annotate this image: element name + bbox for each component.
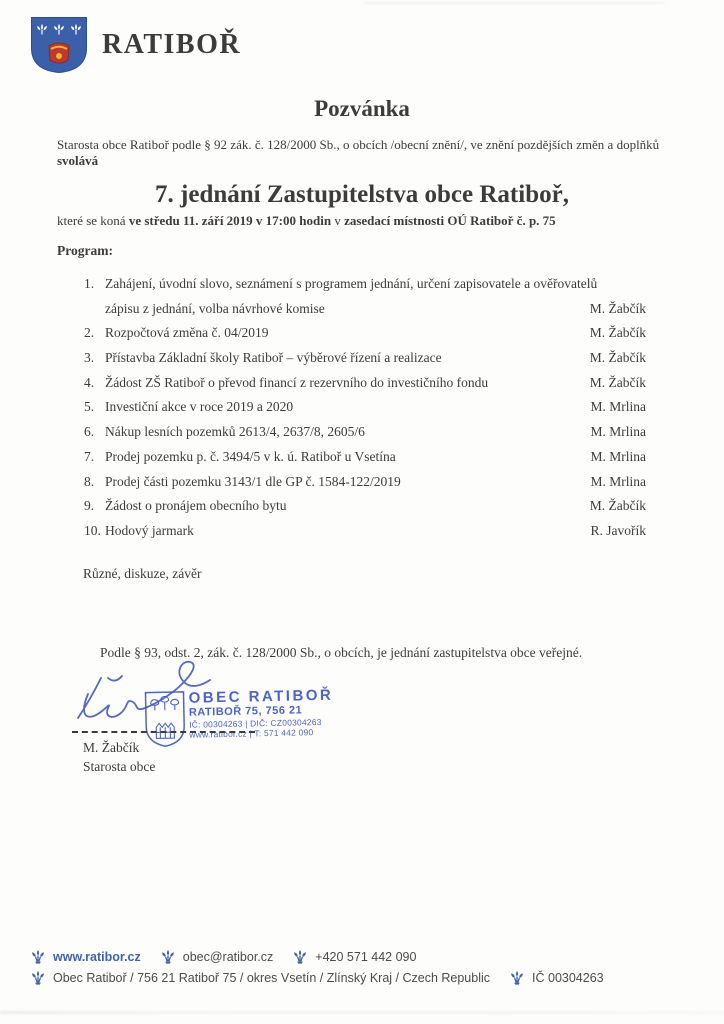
program-row-6 xyxy=(84,420,646,445)
program-number: 5. xyxy=(84,399,95,415)
signature-line xyxy=(72,731,255,733)
stamp-contact: www.ratibor.cz | T: 571 442 090 xyxy=(189,727,314,740)
program-text: Prodej pozemku p. č. 3494/5 v k. ú. Ratiboř u Vsetína xyxy=(105,448,396,464)
program-text: Žádost o pronájem obecního bytu xyxy=(105,498,287,514)
program-presenter: M. Mrlina xyxy=(590,473,646,489)
program-presenter: M. Mrlina xyxy=(590,399,646,415)
tulip-icon xyxy=(30,949,46,965)
program-row-8 xyxy=(84,470,646,495)
program-presenter: M. Mrlina xyxy=(590,448,646,464)
program-number: 4. xyxy=(84,374,95,390)
meeting-place: zasedací místnosti OÚ Ratiboř č. p. 75 xyxy=(344,213,556,228)
official-stamp xyxy=(141,681,402,750)
program-row-4 xyxy=(84,371,646,396)
meeting-when-prefix: které se koná xyxy=(57,213,129,228)
tulip-icon xyxy=(30,970,46,986)
footer-address-row xyxy=(30,967,604,988)
footer xyxy=(30,946,604,988)
program-presenter: M. Žabčík xyxy=(589,325,646,341)
signatory-block xyxy=(83,739,155,776)
program-text: Rozpočtová změna č. 04/2019 xyxy=(105,325,269,341)
footer-phone: +420 571 442 090 xyxy=(315,949,417,964)
stamp-org-name: OBEC RATIBOŘ xyxy=(188,686,334,707)
program-text: Přístavba Základní školy Ratiboř – výběrové řízení a realizace xyxy=(105,350,442,366)
program-row-7 xyxy=(84,445,646,470)
program-text: Zahájení, úvodní slovo, seznámení s programem jednání, určení zapisovatele a ověřovatelů xyxy=(105,276,598,291)
meeting-datetime: ve středu 11. září 2019 v 17:00 hodin xyxy=(128,213,332,228)
program-row-3 xyxy=(84,346,646,371)
intro-paragraph xyxy=(57,137,671,168)
program-text: Prodej části pozemku 3143/1 dle GP č. 1584-122/2019 xyxy=(105,473,401,489)
tulip-icon xyxy=(509,970,525,986)
program-presenter: M. Žabčík xyxy=(589,300,646,316)
footer-website: www.ratibor.cz xyxy=(53,949,141,964)
program-row-1a xyxy=(84,272,646,297)
tulip-icon xyxy=(160,949,176,965)
footer-email: obec@ratibor.cz xyxy=(182,949,274,964)
footer-address: Obec Ratiboř / 756 21 Ratiboř 75 / okres Vsetín / Zlínský Kraj / Czech Republic xyxy=(53,970,491,985)
program-number: 10. xyxy=(84,522,101,538)
logo-wordmark: RATIBOŘ xyxy=(102,29,242,60)
municipality-coat-of-arms-icon xyxy=(30,16,88,74)
program-number: 9. xyxy=(84,498,95,514)
meeting-heading: 7. jednání Zastupitelstva obce Ratiboř, xyxy=(155,181,569,208)
program-number: 1. xyxy=(84,276,95,291)
scan-artifact xyxy=(364,2,664,4)
intro-bold-svolava: svolává xyxy=(57,152,99,168)
program-row-5 xyxy=(84,395,646,420)
program-number: 7. xyxy=(84,448,95,464)
program-presenter: M. Žabčík xyxy=(589,498,646,514)
closing-text: Různé, diskuze, závěr xyxy=(83,566,202,581)
program-presenter: M. Mrlina xyxy=(590,424,646,440)
stamp-ids: IČ: 00304263 | DIČ: CZ00304263 xyxy=(189,716,322,730)
tulip-icon xyxy=(292,949,308,965)
program-text: Investiční akce v roce 2019 a 2020 xyxy=(105,399,294,415)
program-label: Program: xyxy=(57,243,113,258)
scan-artifact xyxy=(0,1011,724,1014)
program-number: 3. xyxy=(84,350,95,366)
program-text: Nákup lesních pozemků 2613/4, 2637/8, 2605/6 xyxy=(105,424,365,440)
program-row-1b xyxy=(84,297,646,322)
document-title: Pozvánka xyxy=(314,96,410,121)
footer-contact-row xyxy=(30,946,604,967)
program-number: 8. xyxy=(84,473,95,489)
intro-text: Starosta obce Ratiboř podle § 92 zák. č. 128/2000 Sb., o obcích /obecní znění/, ve znění pozdějších změn a doplňků xyxy=(57,137,663,152)
program-list xyxy=(84,272,646,544)
program-presenter: R. Javořík xyxy=(590,522,646,538)
program-number: 6. xyxy=(84,424,95,440)
program-row-2 xyxy=(84,321,646,346)
program-text: Žádost ZŠ Ratiboř o převod financí z rezervního do investičního fondu xyxy=(105,374,489,390)
meeting-details xyxy=(57,213,697,229)
meeting-when-mid: v xyxy=(331,213,345,228)
program-presenter: M. Žabčík xyxy=(589,350,646,366)
public-notice: Podle § 93, odst. 2, zák. č. 128/2000 Sb., o obcích, je jednání zastupitelstva obce veřejné. xyxy=(100,645,583,660)
program-presenter: M. Žabčík xyxy=(589,374,646,390)
program-row-9 xyxy=(84,494,646,519)
signatory-name: M. Žabčík xyxy=(83,740,140,755)
program-text: Hodový jarmark xyxy=(105,522,194,538)
program-number: 2. xyxy=(84,325,95,341)
stamp-address: RATIBOŘ 75, 756 21 xyxy=(188,704,303,719)
signatory-role: Starosta obce xyxy=(83,758,156,774)
header-logo xyxy=(30,16,241,74)
footer-ico: IČ 00304263 xyxy=(532,970,604,985)
program-text: zápisu z jednání, volba návrhové komise xyxy=(105,300,325,316)
program-row-10 xyxy=(84,519,646,544)
